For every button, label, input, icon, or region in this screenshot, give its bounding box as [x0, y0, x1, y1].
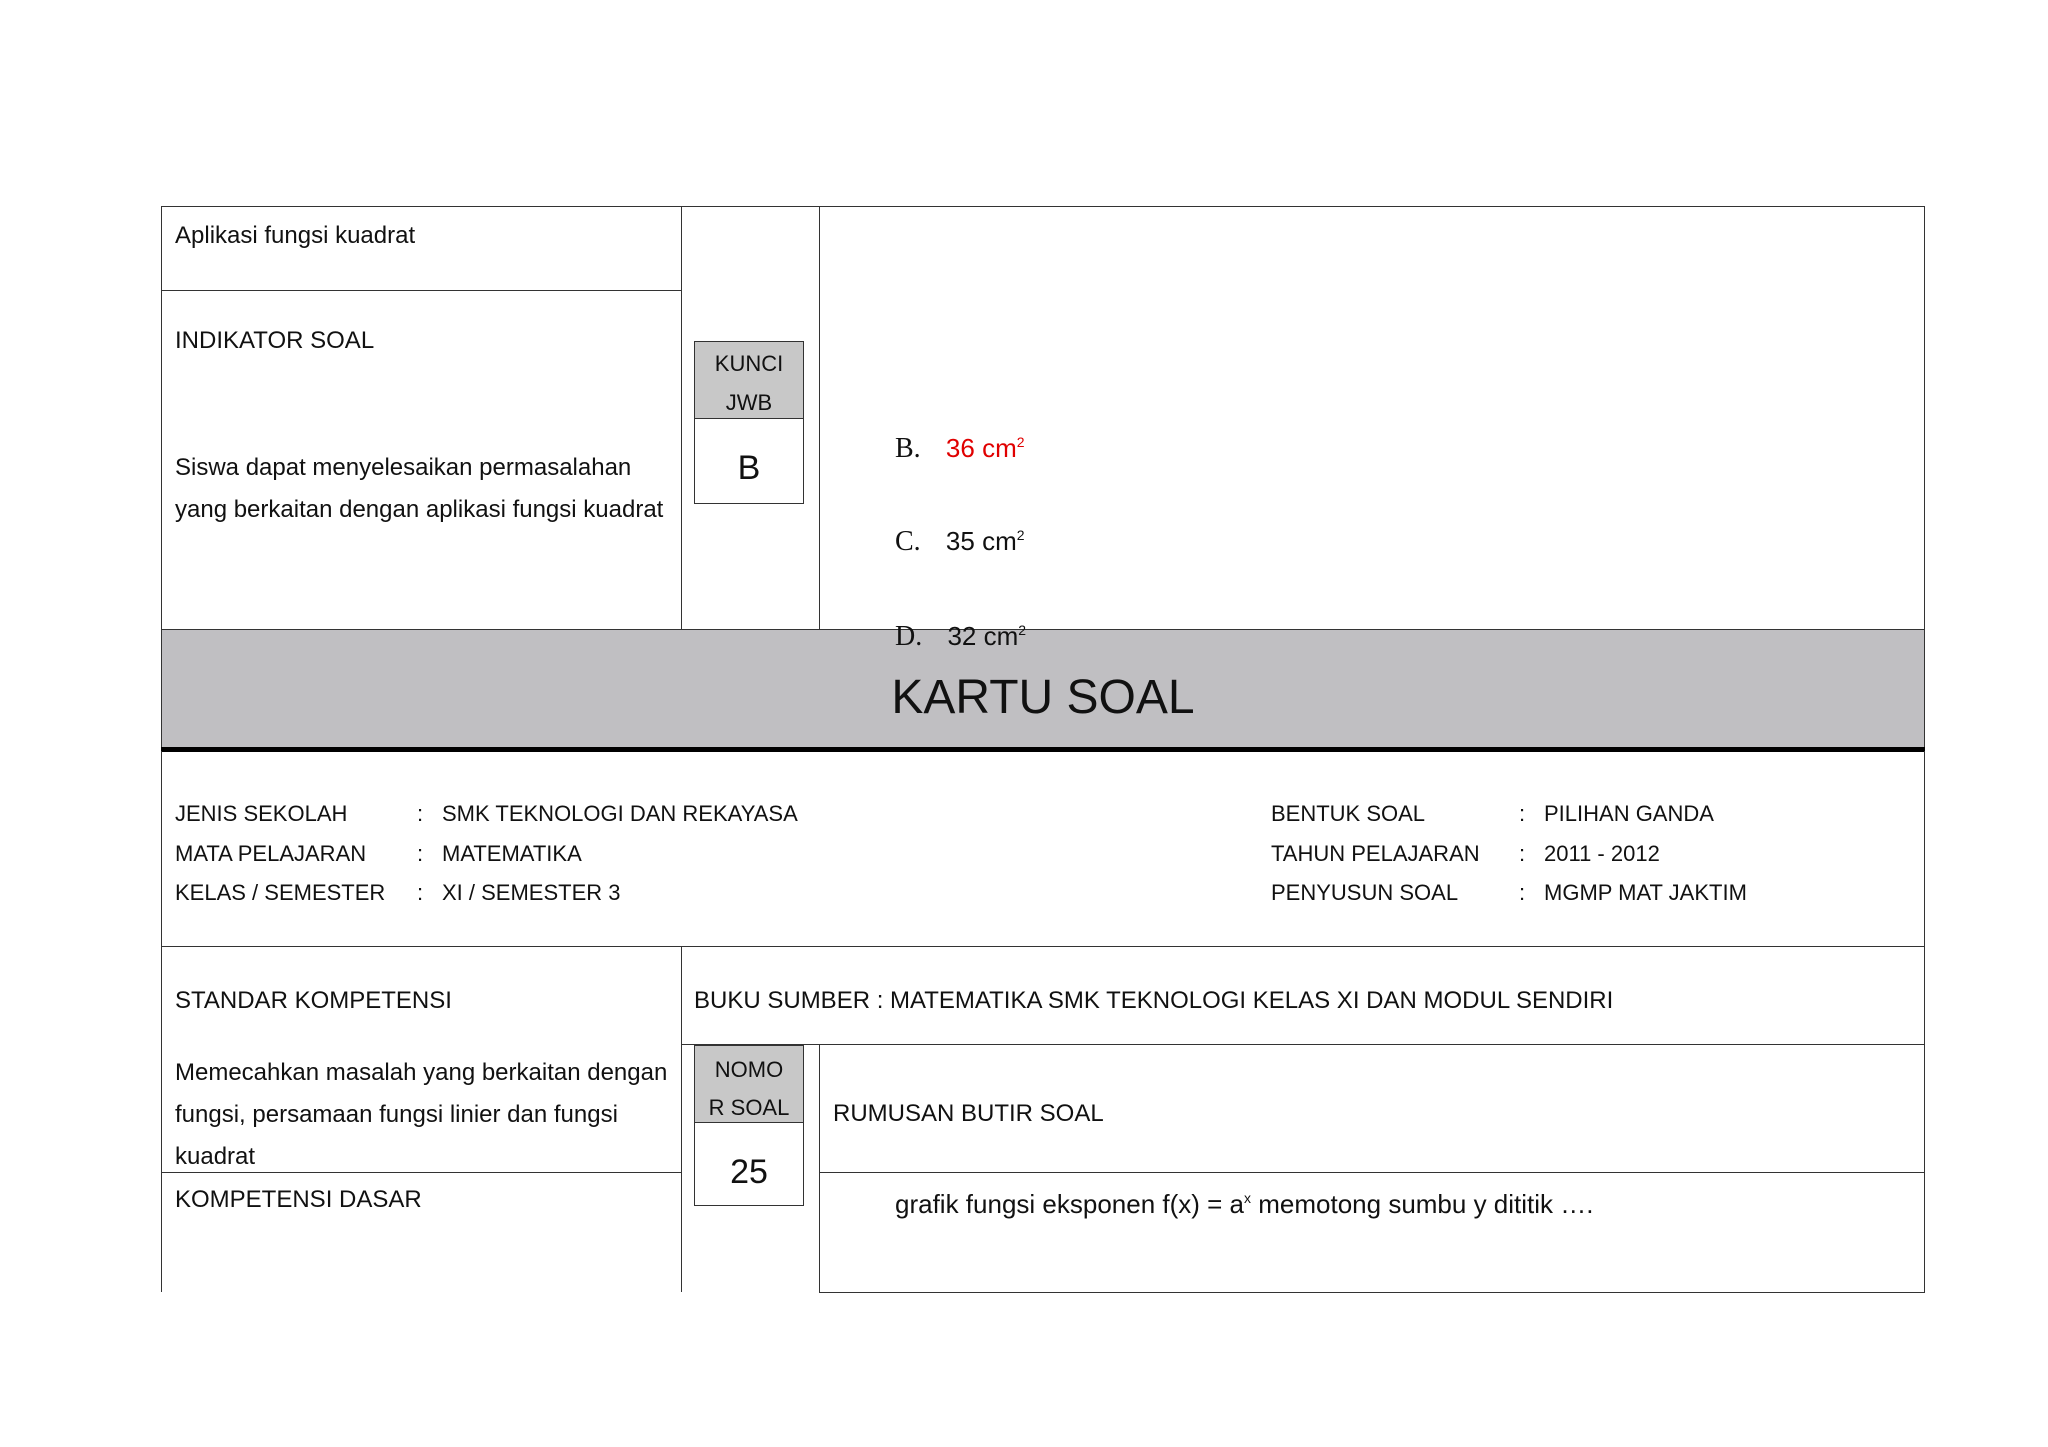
indicator-text: Siswa dapat menyelesaikan permasalahan yang berkaitan dengan aplikasi fungsi kuadrat	[175, 454, 664, 523]
standar-text: Memecahkan masalah yang berkaitan dengan fungsi, persamaan fungsi linier dan fungsi kuadrat	[175, 1059, 668, 1170]
top-card	[161, 206, 1925, 630]
option-c-text: 35 cm	[945, 526, 1017, 556]
info-mata-pelajaran-sep: :	[417, 841, 424, 866]
info-penyusun-soal-label: PENYUSUN SOAL	[1271, 880, 1459, 905]
option-b-sup: 2	[1016, 434, 1025, 450]
option-c-sup: 2	[1016, 527, 1025, 543]
option-b	[895, 430, 1025, 467]
info-bentuk-soal-value: PILIHAN GANDA	[1544, 801, 1714, 826]
answer-key-value: B	[737, 449, 761, 487]
question-number-label-line1: NOMO	[714, 1057, 784, 1082]
question-number-value: 25	[730, 1153, 768, 1191]
info-penyusun-soal-sep: :	[1519, 880, 1526, 905]
buku-sumber: BUKU SUMBER : MATEMATIKA SMK TEKNOLOGI KELAS XI DAN MODUL SENDIRI	[694, 987, 1614, 1014]
kompetensi-heading: KOMPETENSI DASAR	[175, 1186, 422, 1213]
bottom-col-divider-2	[819, 1044, 820, 1293]
card-title: KARTU SOAL	[891, 671, 1195, 724]
standar-heading: STANDAR KOMPETENSI	[175, 987, 452, 1014]
option-d-sup: 2	[1018, 622, 1027, 638]
rumusan-heading: RUMUSAN BUTIR SOAL	[833, 1100, 1104, 1127]
topic-divider	[161, 290, 681, 291]
info-bentuk-soal-sep: :	[1519, 801, 1526, 826]
info-tahun-pelajaran-sep: :	[1519, 841, 1526, 866]
topic-text: Aplikasi fungsi kuadrat	[175, 222, 416, 249]
option-b-letter: B.	[895, 433, 921, 464]
option-d	[895, 618, 1026, 655]
info-tahun-pelajaran-label: TAHUN PELAJARAN	[1271, 841, 1480, 866]
answer-key-label-line2: JWB	[725, 390, 773, 415]
info-mata-pelajaran-value: MATEMATIKA	[442, 841, 582, 866]
info-penyusun-soal-value: MGMP MAT JAKTIM	[1544, 880, 1747, 905]
info-jenis-sekolah-value: SMK TEKNOLOGI DAN REKAYASA	[442, 801, 798, 826]
info-jenis-sekolah-label: JENIS SEKOLAH	[175, 801, 348, 826]
info-jenis-sekolah-sep: :	[417, 801, 424, 826]
info-mata-pelajaran-label: MATA PELAJARAN	[175, 841, 367, 866]
rumusan-divider	[819, 1172, 1925, 1173]
top-col-divider-1	[681, 206, 682, 630]
option-b-text: 36 cm	[945, 433, 1017, 463]
option-c-letter: C.	[895, 526, 921, 557]
answer-key-label-line1: KUNCI	[714, 351, 784, 376]
bottom-left-border	[161, 946, 162, 1292]
info-kelas-semester-value: XI / SEMESTER 3	[442, 880, 621, 905]
info-bentuk-soal-label: BENTUK SOAL	[1271, 801, 1426, 826]
bottom-question-border	[819, 1292, 1925, 1293]
top-col-divider-2	[819, 206, 820, 630]
indicator-heading: INDIKATOR SOAL	[175, 327, 375, 354]
buku-sumber-divider	[681, 1044, 1925, 1045]
question-text-before: grafik fungsi eksponen f(x) = a	[895, 1189, 1245, 1219]
info-tahun-pelajaran-value: 2011 - 2012	[1544, 841, 1660, 866]
option-d-letter: D.	[895, 621, 923, 652]
question-text-after: memotong sumbu y dititik ….	[1251, 1189, 1594, 1219]
question-number-label-line2: R SOAL	[708, 1095, 790, 1120]
question-exponent: x	[1244, 1190, 1252, 1206]
info-kelas-semester-label: KELAS / SEMESTER	[175, 880, 386, 905]
bottom-col-divider-1	[681, 946, 682, 1292]
question-text	[895, 1186, 1594, 1222]
info-kelas-semester-sep: :	[417, 880, 424, 905]
info-section	[161, 751, 1925, 947]
option-d-text: 32 cm	[947, 621, 1019, 651]
bottom-right-border	[1924, 946, 1925, 1293]
option-c	[895, 523, 1025, 560]
